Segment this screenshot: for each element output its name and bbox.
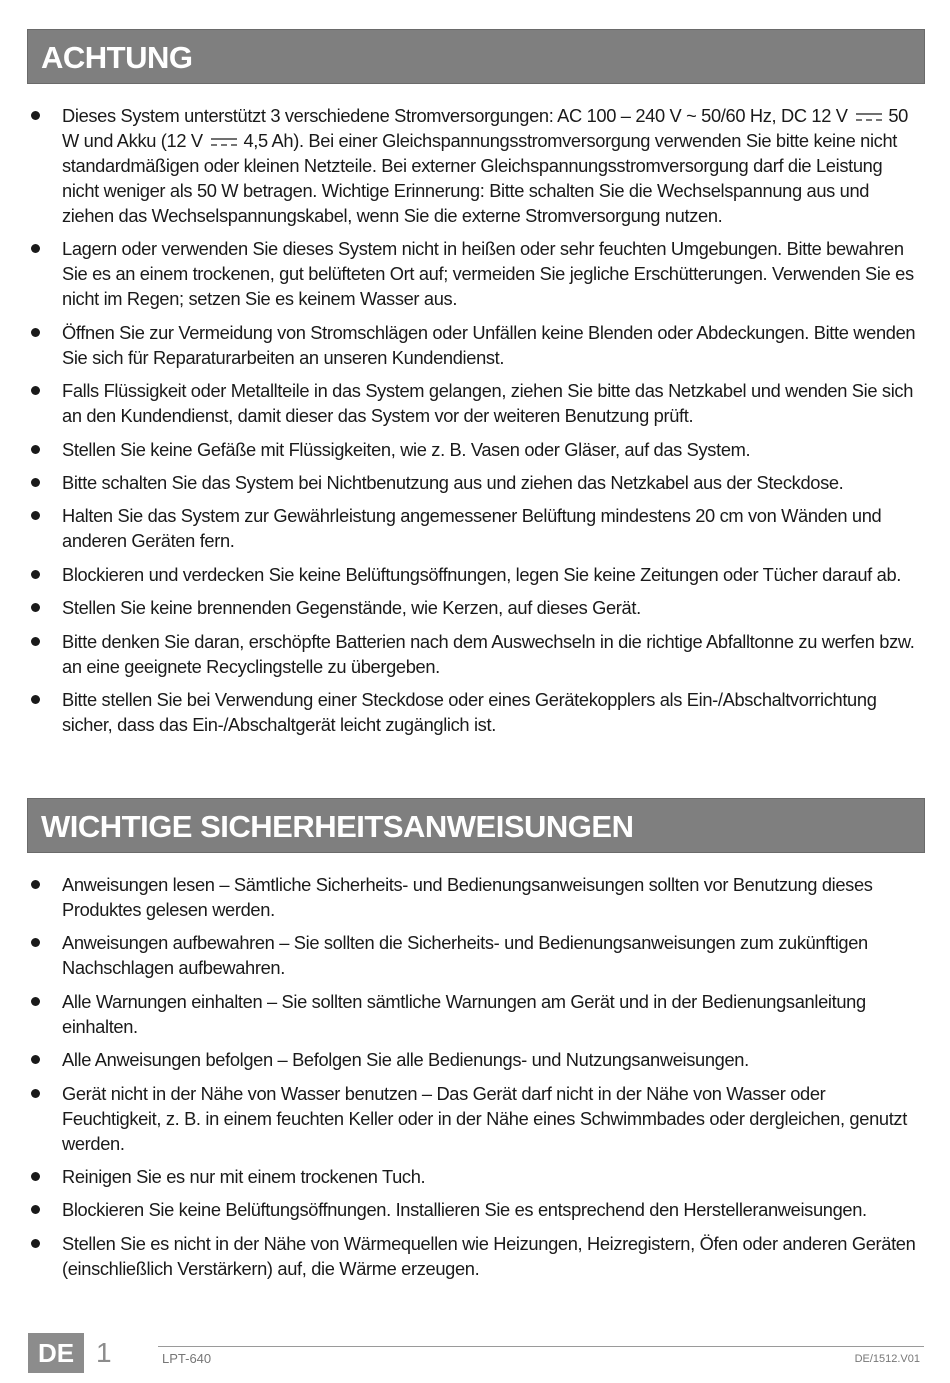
list-item: Blockieren Sie keine Belüftungsöffnungen. Installieren Sie es entsprechend den Herstelleranweisungen. xyxy=(28,1197,920,1222)
bullet-icon xyxy=(31,1239,40,1248)
list-item: Gerät nicht in der Nähe von Wasser benutzen – Das Gerät darf nicht in der Nähe von Wasser oder Feuchtigkeit, z. B. in einem feuchten Keller oder in der Nähe eines Schwimmbades oder dergleichen, genutzt werden. xyxy=(28,1081,920,1156)
list-item: Bitte schalten Sie das System bei Nichtbenutzung aus und ziehen das Netzkabel aus der Steckdose. xyxy=(28,470,920,495)
list-item: Stellen Sie keine Gefäße mit Flüssigkeiten, wie z. B. Vasen oder Gläser, auf das System. xyxy=(28,437,920,462)
bullet-icon xyxy=(31,695,40,704)
bullet-icon xyxy=(31,386,40,395)
bullet-icon xyxy=(31,478,40,487)
page-number: 1 xyxy=(96,1337,112,1368)
list-item: Anweisungen aufbewahren – Sie sollten die Sicherheits- und Bedienungsanweisungen zum zukünftigen Nachschlagen aufbewahren. xyxy=(28,930,920,980)
bullet-icon xyxy=(31,111,40,120)
bullet-icon xyxy=(31,328,40,337)
dc-symbol-icon xyxy=(211,137,237,147)
section-title-achtung: ACHTUNG xyxy=(27,29,925,84)
page-footer xyxy=(0,1330,950,1380)
bullet-icon xyxy=(31,244,40,253)
document-version: DE/1512.V01 xyxy=(854,1353,920,1365)
bullet-icon xyxy=(31,511,40,520)
bullet-icon xyxy=(31,938,40,947)
bullet-icon xyxy=(31,997,40,1006)
language-badge: DE xyxy=(28,1333,84,1373)
list-item: Alle Warnungen einhalten – Sie sollten sämtliche Warnungen am Gerät und in der Bedienungsanleitung einhalten. xyxy=(28,989,920,1039)
bullet-icon xyxy=(31,1205,40,1214)
list-item: Bitte stellen Sie bei Verwendung einer Steckdose oder eines Gerätekopplers als Ein-/Abschaltvorrichtung sicher, dass das Ein-/Abschaltgerät leicht zugänglich ist. xyxy=(28,687,920,737)
footer-divider xyxy=(158,1346,924,1347)
achtung-list xyxy=(28,103,920,745)
section-title-sicherheitsanweisungen: WICHTIGE SICHERHEITSANWEISUNGEN xyxy=(27,798,925,853)
model-name: LPT-640 xyxy=(162,1351,212,1366)
bullet-icon xyxy=(31,1172,40,1181)
list-item: Falls Flüssigkeit oder Metallteile in das System gelangen, ziehen Sie bitte das Netzkabel und wenden Sie sich an den Kundendienst, damit dieser das System vor der weiteren Benutzung prüft. xyxy=(28,378,920,428)
bullet-icon xyxy=(31,445,40,454)
list-item: Reinigen Sie es nur mit einem trockenen Tuch. xyxy=(28,1164,920,1189)
list-item: Stellen Sie keine brennenden Gegenstände, wie Kerzen, auf dieses Gerät. xyxy=(28,595,920,620)
dc-symbol-icon xyxy=(856,112,882,122)
bullet-icon xyxy=(31,603,40,612)
list-item: Dieses System unterstützt 3 verschiedene Stromversorgungen: AC 100 – 240 V ~ 50/60 Hz, DC 12 V 50 W und Akku (12 V 4,5 Ah). Bei einer Gleichspannungsstromversorgung verwenden Sie bitte keine nicht standardmäßigen oder kleinen Netzteile. Bei externer Gleichspannungsstromversorgung darf die Leistung nicht weniger als 50 W betragen. Wichtige Erinnerung: Bitte schalten Sie die Wechselspannung aus und ziehen das Wechselspannungskabel, wenn Sie die externe Stromversorgung nutzen. xyxy=(28,103,920,228)
list-item: Blockieren und verdecken Sie keine Belüftungsöffnungen, legen Sie keine Zeitungen oder Tücher darauf ab. xyxy=(28,562,920,587)
list-item: Anweisungen lesen – Sämtliche Sicherheits- und Bedienungsanweisungen sollten vor Benutzung dieses Produktes gelesen werden. xyxy=(28,872,920,922)
sicherheitsanweisungen-list xyxy=(28,872,920,1289)
bullet-icon xyxy=(31,570,40,579)
list-item: Bitte denken Sie daran, erschöpfte Batterien nach dem Auswechseln in die richtige Abfalltonne zu werfen bzw. an eine geeignete Recyclingstelle zu übergeben. xyxy=(28,629,920,679)
bullet-icon xyxy=(31,1089,40,1098)
list-item: Lagern oder verwenden Sie dieses System nicht in heißen oder sehr feuchten Umgebungen. Bitte bewahren Sie es an einem trockenen, gut belüfteten Ort auf; vermeiden Sie jegliche Erschütterungen. Verwenden Sie es nicht im Regen; setzen Sie es keinem Wasser aus. xyxy=(28,236,920,311)
list-item: Halten Sie das System zur Gewährleistung angemessener Belüftung mindestens 20 cm von Wänden und anderen Geräten fern. xyxy=(28,503,920,553)
bullet-icon xyxy=(31,637,40,646)
bullet-icon xyxy=(31,1055,40,1064)
bullet-icon xyxy=(31,880,40,889)
list-item: Alle Anweisungen befolgen – Befolgen Sie alle Bedienungs- und Nutzungsanweisungen. xyxy=(28,1047,920,1072)
list-item: Stellen Sie es nicht in der Nähe von Wärmequellen wie Heizungen, Heizregistern, Öfen oder anderen Geräten (einschließlich Verstärkern) auf, die Wärme erzeugen. xyxy=(28,1231,920,1281)
list-item: Öffnen Sie zur Vermeidung von Stromschlägen oder Unfällen keine Blenden oder Abdeckungen. Bitte wenden Sie sich für Reparaturarbeiten an unseren Kundendienst. xyxy=(28,320,920,370)
